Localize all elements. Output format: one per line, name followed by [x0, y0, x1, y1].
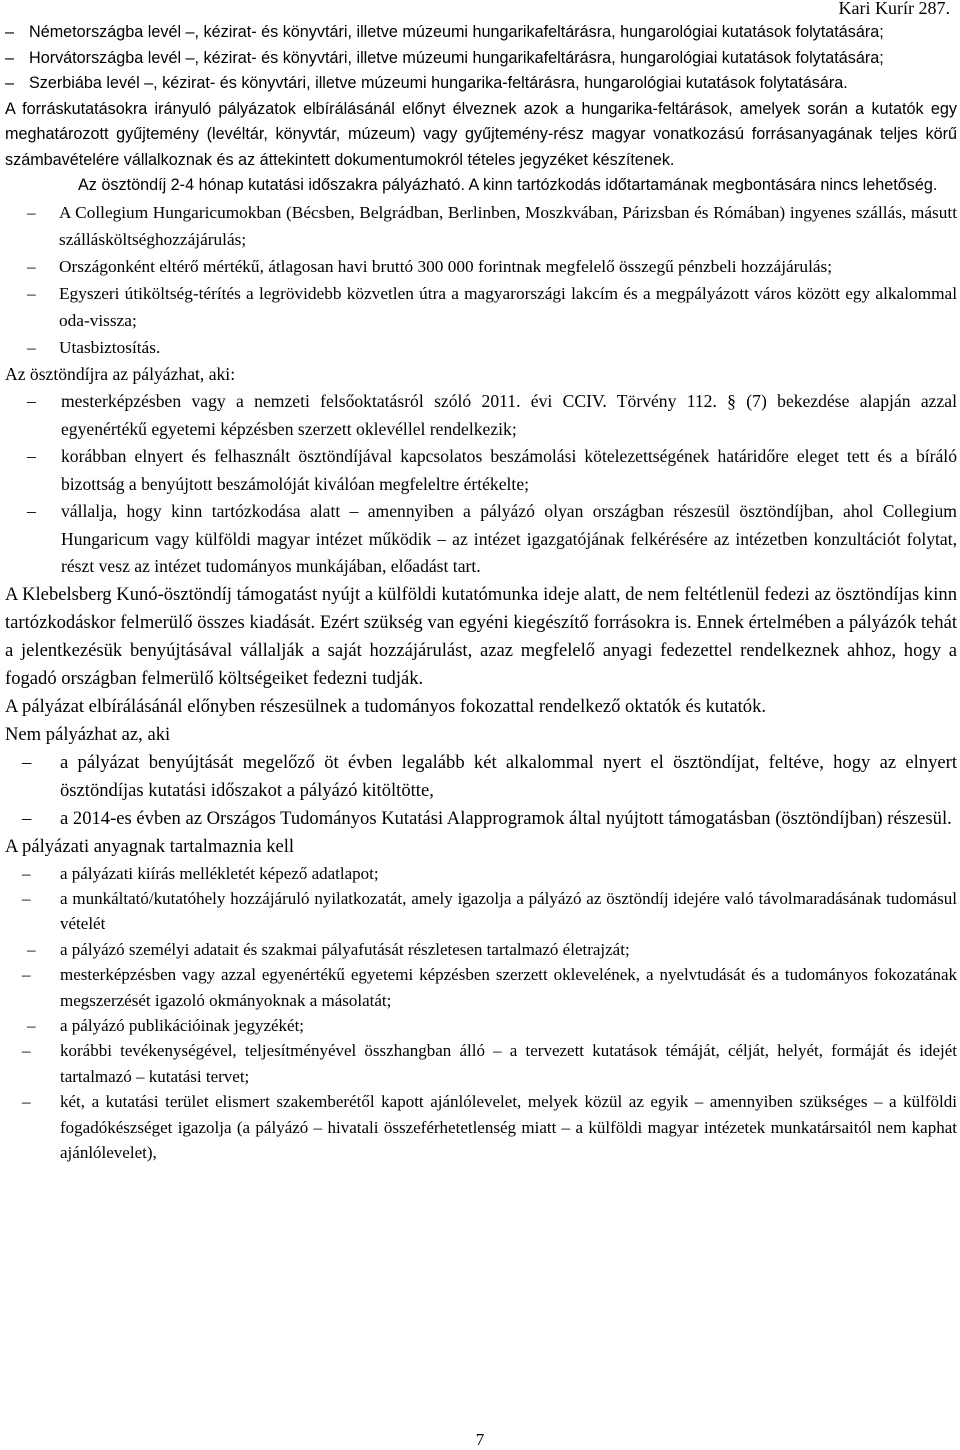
list-item-text: Egyszeri útiköltség-térítés a legrövidebb közvetlen útra a magyarországi lakcím és a megpályázott város között egy alkalommal oda-vissza; [59, 283, 957, 330]
country-list [5, 20, 957, 97]
dash-marker: – [27, 202, 36, 222]
list-item-text: mesterképzésben vagy a nemzeti felsőoktatásról szóló 2011. évi CCIV. Törvény 112. § (7) bekezdése alapján azzal egyenértékű egyetemi képzésben szerzett oklevéllel rendelkezik; [61, 391, 957, 439]
list-item [5, 388, 957, 443]
list-item-text: Szerbiába levél –, kézirat- és könyvtári, illetve múzeumi hungarika-feltárásra, hungarológiai kutatások folytatására. [29, 74, 848, 92]
dash-marker: – [5, 74, 15, 92]
dash-marker: – [27, 283, 36, 303]
not-eligible-list [5, 749, 957, 833]
list-item [5, 498, 957, 581]
dash-marker: – [22, 888, 31, 908]
list-item [5, 1038, 957, 1089]
dash-marker: – [22, 751, 32, 773]
funding-section [5, 581, 957, 861]
list-item [5, 199, 957, 253]
list-item [5, 280, 957, 334]
list-item-text: a pályázó publikációinak jegyzékét; [60, 1015, 305, 1035]
list-item [5, 20, 957, 46]
dash-marker: – [27, 1015, 36, 1035]
list-item-text: Országonként eltérő mértékű, átlagosan havi bruttó 300 000 forintnak megfelelő összegű pénzbeli hozzájárulás; [59, 256, 833, 276]
list-item-text: Utasbiztosítás. [59, 337, 161, 357]
dash-marker: – [22, 1041, 31, 1061]
list-item [5, 861, 957, 886]
list-item [5, 749, 957, 805]
support-paragraph: A Klebelsberg Kunó-ösztöndíj támogatást nyújt a külföldi kutatómunka ideje alatt, de nem feltétlenül fedezi az ösztöndíjas kinn tartózkodáskor felmerülő összes kiadását. Ezért szükség van egyéni kiegészítő forrásokra is. Ennek értelmében a pályázók tehát a jelentkezésük benyújtásával vállalják a saját hozzájárulást, azaz megfelelő anyagi fedezettel rendelkeznek ahhoz, hogy a fogadó országban felmerülő költségeiket fedezni tudják. [5, 583, 957, 689]
list-item-text: korábban elnyert és felhasznált ösztöndíjával kapcsolatos beszámolási kötelezettségének határidőre eleget tett és a bíráló bizottság a benyújtott beszámolóját kiválóan megfeleltre értékelte; [61, 446, 957, 494]
dash-marker: – [27, 501, 36, 521]
contents-heading: A pályázati anyagnak tartalmaznia kell [5, 835, 295, 857]
list-item-text: mesterképzésben vagy azzal egyenértékű egyetemi képzésben szerzett oklevelének, a nyelvtudását és a tudományos fokozatának megszerzését igazoló okmányoknak a másolatát; [60, 965, 957, 1010]
list-item [5, 1089, 957, 1165]
list-item-text: A Collegium Hungaricumokban (Bécsben, Belgrádban, Berlinben, Moszkvában, Párizsban és Rómában) ingyenes szállás, másutt szállásköltséghozzájárulás; [59, 202, 957, 249]
dash-marker: – [27, 391, 36, 411]
list-item-text: a pályázati kiírás mellékletét képező adatlapot; [60, 863, 379, 883]
document-body [5, 20, 957, 1165]
list-item-text: a pályázó személyi adatait és szakmai pályafutását részletesen tartalmazó életrajzát; [60, 939, 630, 959]
list-item-text: vállalja, hogy kinn tartózkodása alatt – amennyiben a pályázó olyan országban részesül ösztöndíjban, ahol Collegium Hungaricum vagy külföldi magyar intézet működik – az intézet igazgatójának felkérésére az intézetben konzultációt folytat, részt vesz az intézet tudományos munkájában, előadást tart. [61, 501, 957, 576]
dash-marker: – [5, 23, 15, 41]
list-item-text: a pályázat benyújtását megelőző öt évben legalább két alkalommal nyert el ösztöndíjat, feltéve, hogy az elnyert ösztöndíjas kutatási időszakot a pályázó kitöltötte, [60, 751, 957, 801]
list-item-text: Horvátországba levél –, kézirat- és könyvtári, illetve múzeumi hungarikafeltárásra, hungarológiai kutatások folytatására; [29, 48, 884, 67]
list-item [5, 937, 957, 962]
dash-marker: – [27, 446, 36, 466]
list-item [5, 46, 957, 72]
list-item [5, 805, 957, 833]
dash-marker: – [27, 256, 36, 276]
dash-marker: – [27, 337, 36, 357]
eligibility-heading: Az ösztöndíjra az pályázhat, aki: [5, 363, 236, 384]
research-priority-section [5, 97, 957, 199]
list-item-text: a munkáltató/kutatóhely hozzájáruló nyilatkozatát, amely igazolja a pályázó az ösztöndíj idejére való távolmaradásának tudomásul vételét [60, 888, 957, 934]
dash-marker: – [22, 965, 31, 985]
dash-marker: – [22, 807, 32, 829]
not-eligible-heading: Nem pályázhat az, aki [5, 723, 171, 745]
dash-marker: – [27, 939, 36, 959]
list-item [5, 71, 957, 97]
running-header: Kari Kurír 287. [838, 0, 950, 18]
list-item-text: a 2014-es évben az Országos Tudományos Kutatási Alapprogramok által nyújtott támogatásban (ösztöndíjban) részesül. [60, 807, 952, 829]
research-paragraph: A forráskutatásokra irányuló pályázatok elbírálásánál előnyt élveznek azok a hungarika-feltárások, amelyek során a kutatók egy meghatározott gyűjtemény (levéltár, könyvtár, múzeum) vagy gyűjtemény-rész magyar vonatkozású forrásanyagának teljes körű számbavételére vállalkoznak és az áttekintett dokumentumokról tételes jegyzéket készítenek. [5, 99, 957, 169]
page-number: 7 [475, 1430, 485, 1449]
dash-marker: – [5, 48, 15, 67]
duration-paragraph: Az ösztöndíj 2-4 hónap kutatási időszakra pályázható. A kinn tartózkodás időtartamának megbontására nincs lehetőség. [78, 176, 938, 194]
benefits-list [5, 199, 957, 361]
list-item [5, 1013, 957, 1038]
list-item [5, 253, 957, 280]
list-item-text: korábbi tevékenységével, teljesítményével összhangban álló – a tervezett kutatások témáját, célját, helyét, formáját és idejét tartalmazó – kutatási tervet; [60, 1041, 957, 1086]
contents-list [5, 861, 957, 1166]
eligibility-list [5, 388, 957, 581]
eligibility-section [5, 361, 957, 581]
priority-paragraph: A pályázat elbírálásánál előnyben részesülnek a tudományos fokozattal rendelkező oktatók és kutatók. [5, 695, 767, 717]
list-item [5, 962, 957, 1013]
list-item [5, 334, 957, 361]
list-item [5, 443, 957, 498]
list-item-text: két, a kutatási terület elismert szakemberétől kapott ajánlólevelet, melyek közül az egyik – amennyiben szükséges – a külföldi fogadókészséget igazolja (a pályázó – hivatali összeférhetetlenség miatt – a külföldi magyar intézetek munkatársaitól nem kaphat ajánlólevelet), [60, 1092, 957, 1162]
dash-marker: – [22, 863, 31, 883]
dash-marker: – [22, 1092, 31, 1112]
list-item-text: Németországba levél –, kézirat- és könyvtári, illetve múzeumi hungarikafeltárásra, hungarológiai kutatások folytatására; [29, 23, 884, 41]
list-item [5, 886, 957, 937]
